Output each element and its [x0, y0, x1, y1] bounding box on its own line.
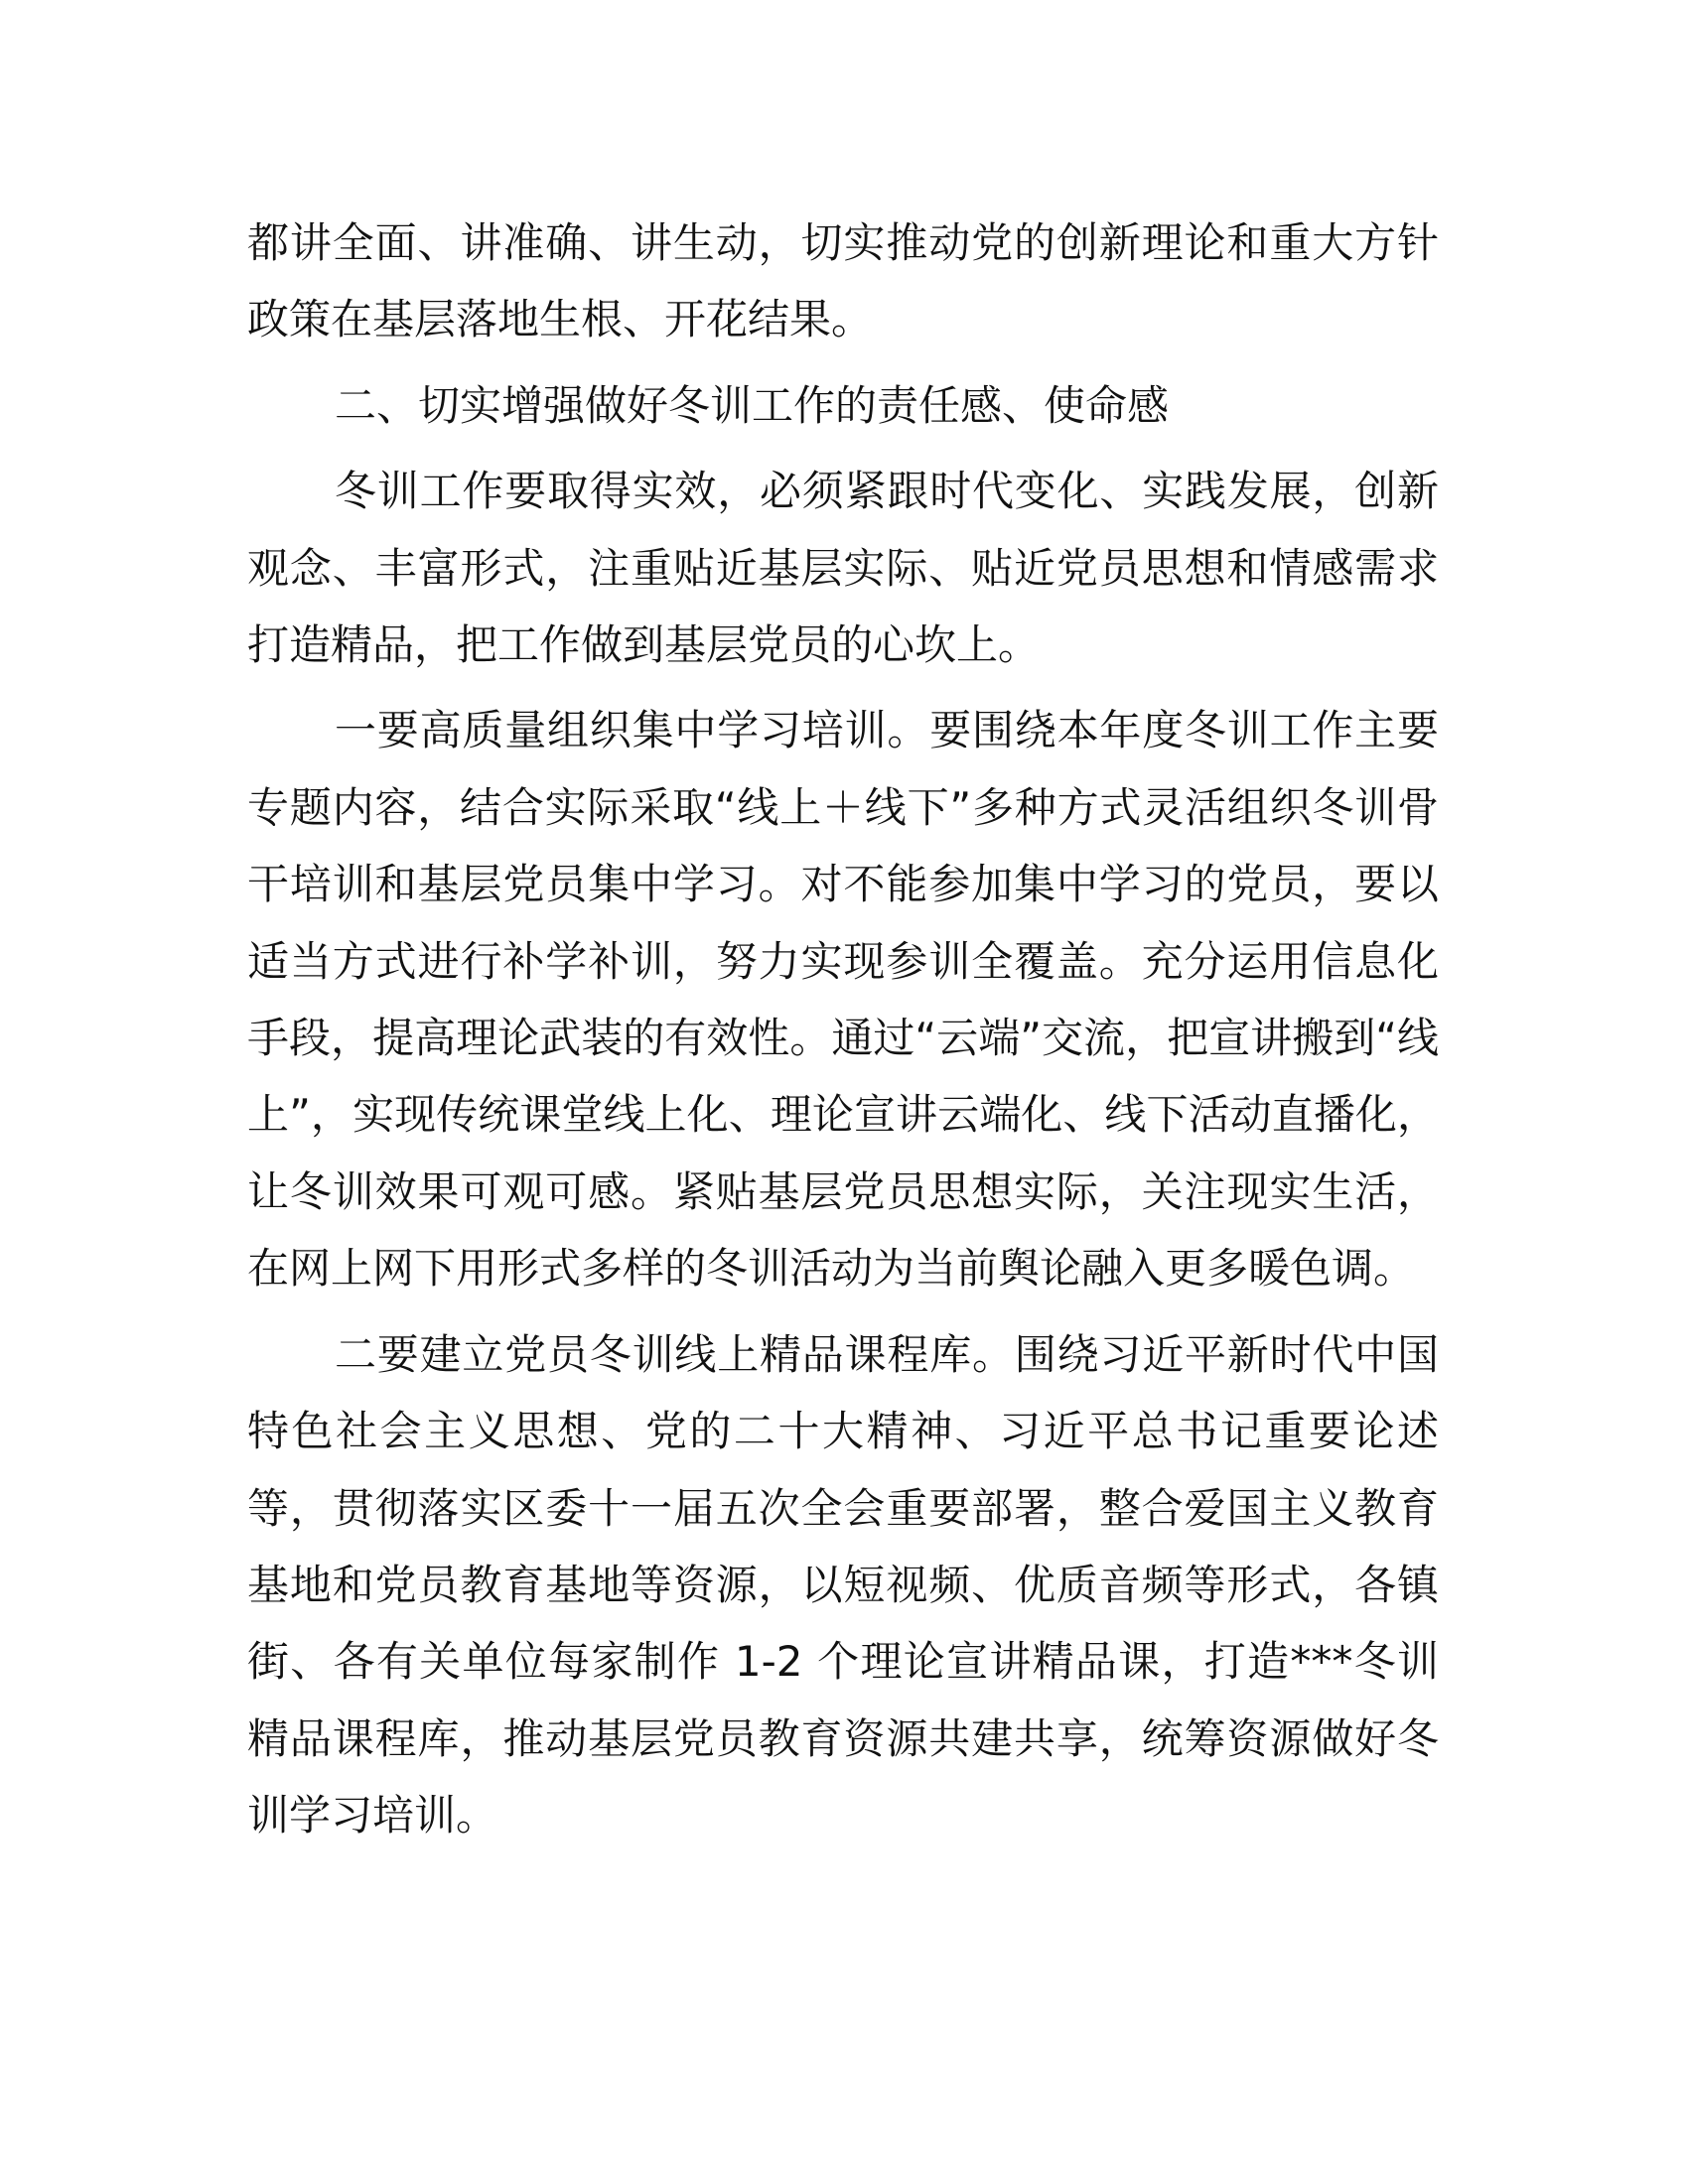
paragraph-intro: 冬训工作要取得实效，必须紧跟时代变化、实践发展，创新观念、丰富形式，注重贴近基层实际、贴近党员思想和情感需求打造精品，把工作做到基层党员的心坎上。 [247, 467, 1439, 670]
section-heading: 二、切实增强做好冬训工作的责任感、使命感 [335, 380, 1170, 430]
document-page [247, 205, 1439, 1854]
paragraph-point-one: 一要高质量组织集中学习培训。要围绕本年度冬训工作主要专题内容，结合实际采取“线上＋线下”多种方式灵活组织冬训骨干培训和基层党员集中学习。对不能参加集中学习的党员，要以适当方式进行补学补训，努力实现参训全覆盖。充分运用信息化手段，提高理论武装的有效性。通过“云端”交流，把宣讲搬到“线上”，实现传统课堂线上化、理论宣讲云端化、线下活动直播化，让冬训效果可观可感。紧贴基层党员思想实际，关注现实生活，在网上网下用形式多样的冬训活动为当前舆论融入更多暖色调。 [247, 706, 1439, 1294]
paragraph-point-two: 二要建立党员冬训线上精品课程库。围绕习近平新时代中国特色社会主义思想、党的二十大精神、习近平总书记重要论述等，贯彻落实区委十一届五次全会重要部署，整合爱国主义教育基地和党员教育基地等资源，以短视频、优质音频等形式，各镇街、各有关单位每家制作 1-2 个理论宣讲精品课，打造***冬训精品课程库，推动基层党员教育资源共建共享，统筹资源做好冬训学习培训。 [247, 1329, 1439, 1841]
paragraph-continuation: 都讲全面、讲准确、讲生动，切实推动党的创新理论和重大方针政策在基层落地生根、开花结果。 [247, 218, 1439, 344]
